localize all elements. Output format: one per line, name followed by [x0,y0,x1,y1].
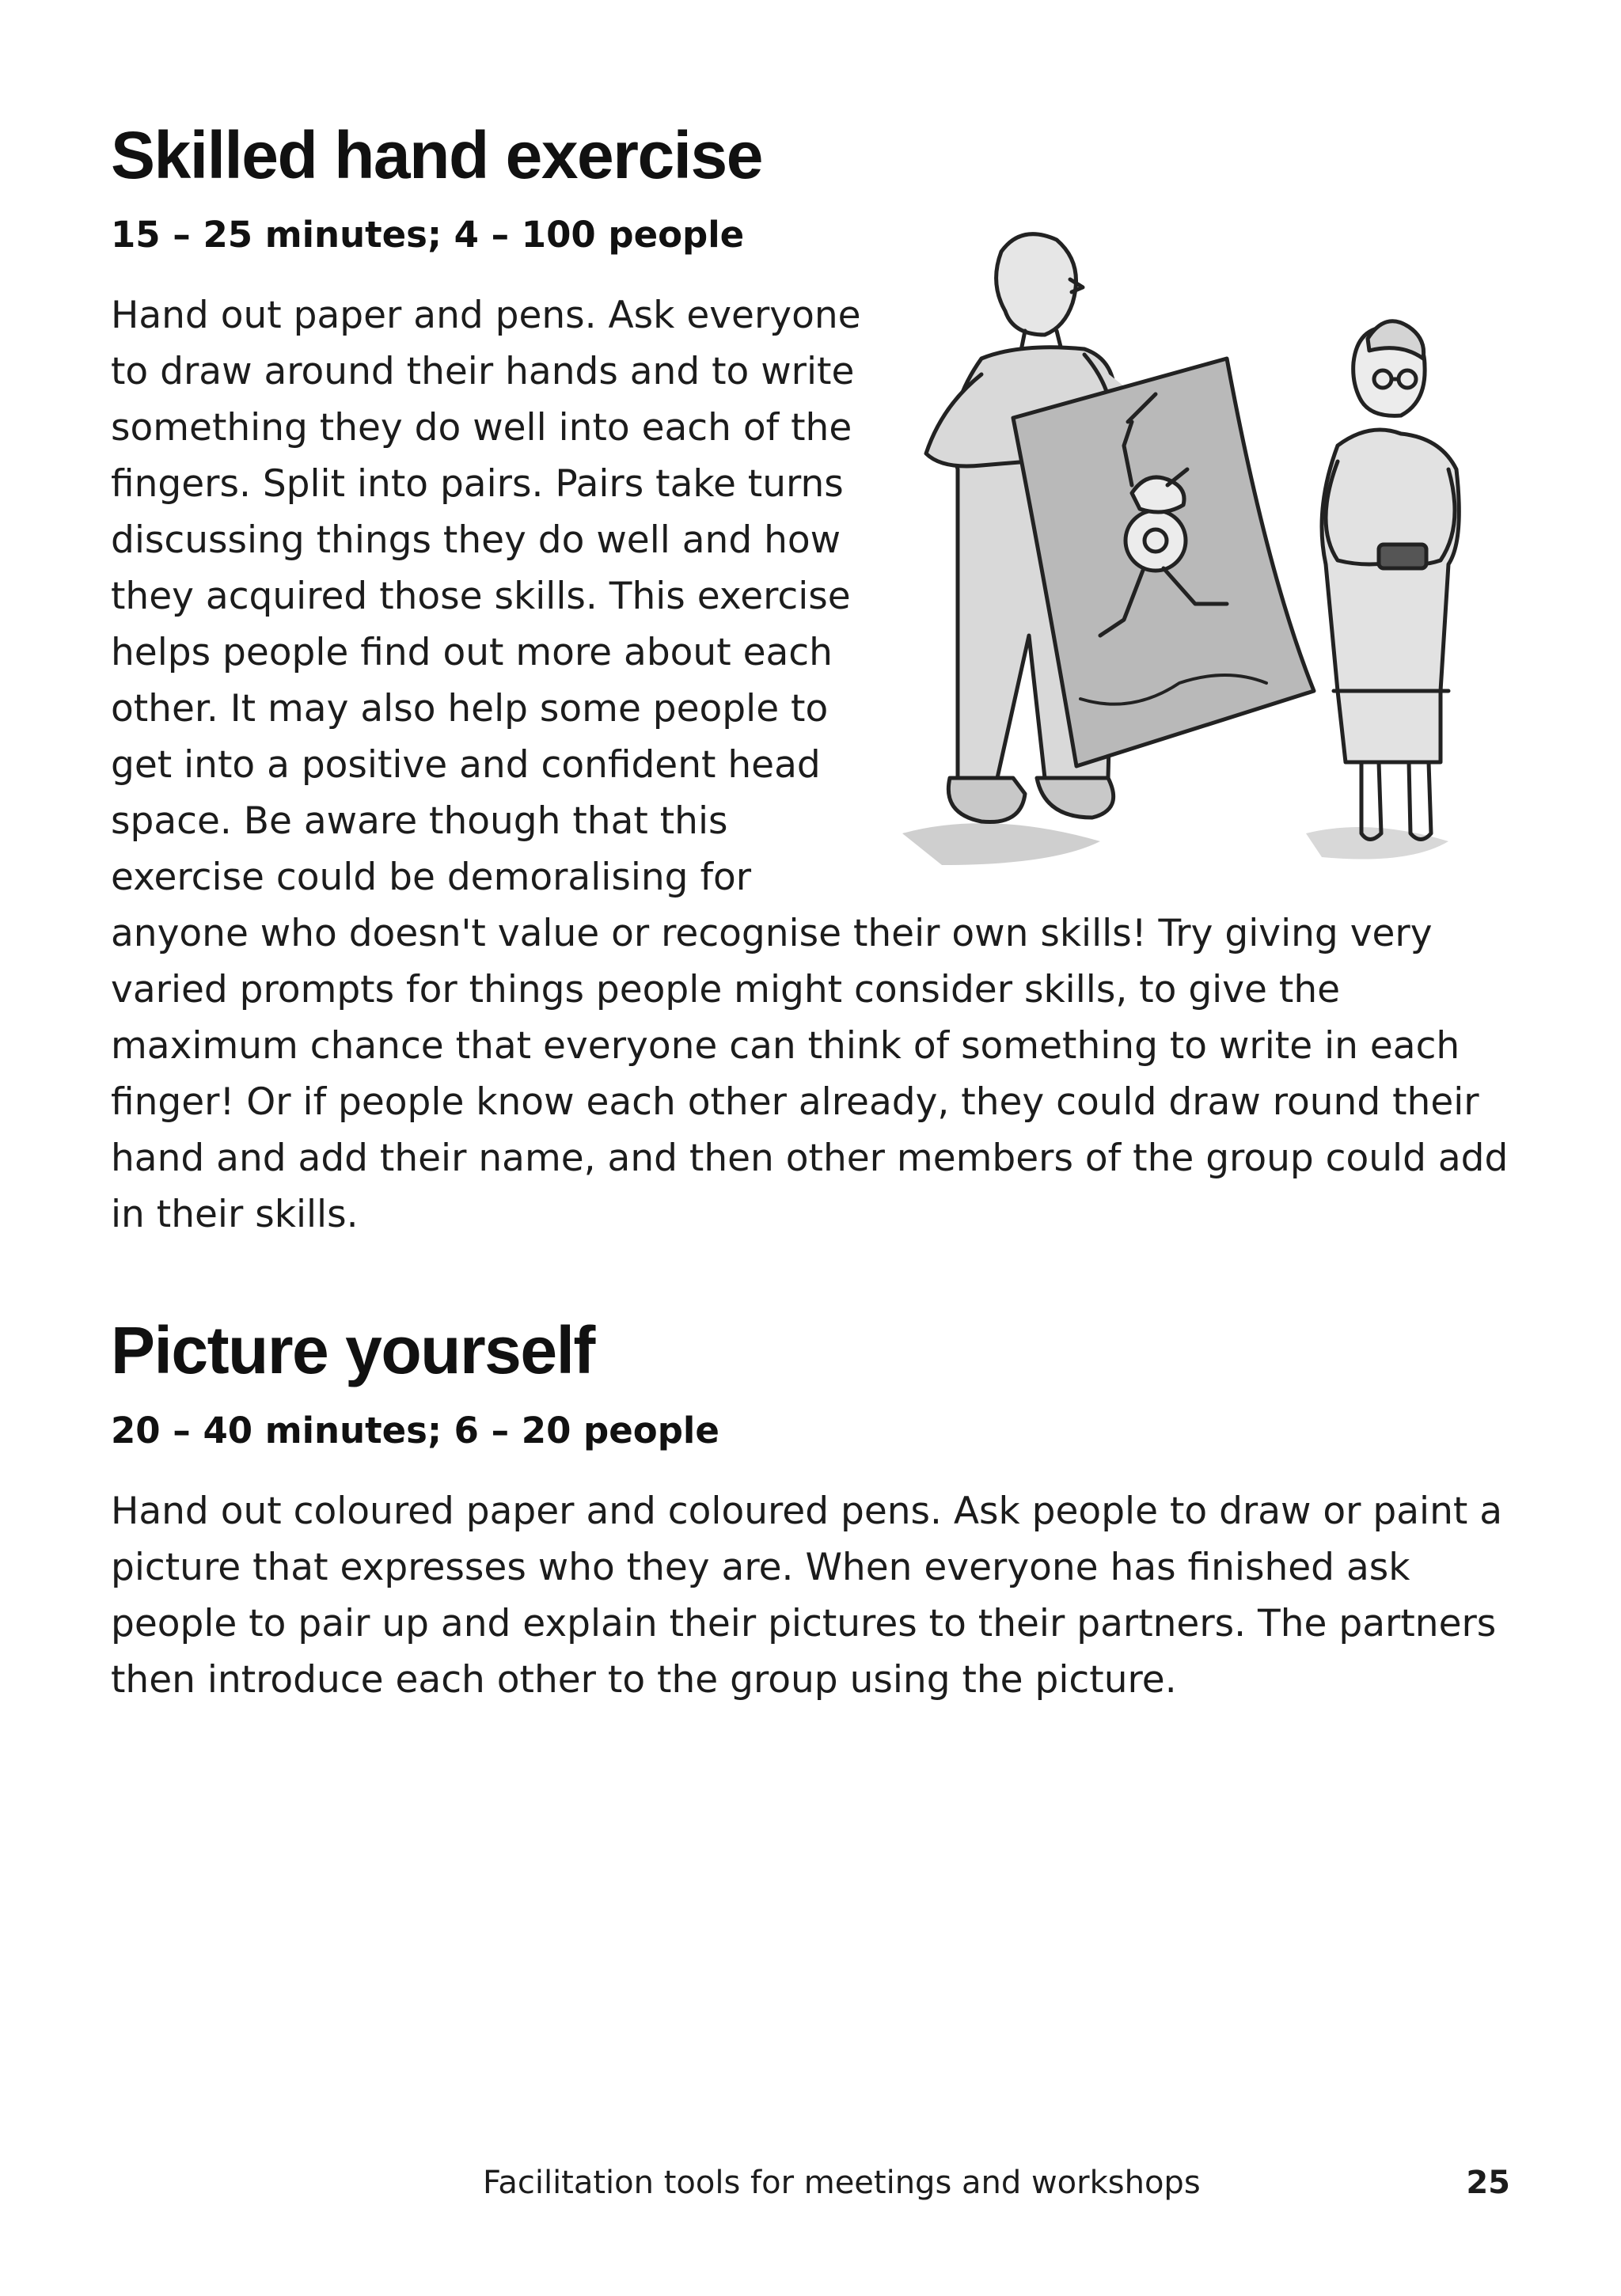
section-meta: 15 – 25 minutes; 4 – 100 people [111,214,745,256]
section-body: Hand out coloured paper and coloured pens. Ask people to draw or paint a picture that expresses who they are. When everyone has finished ask people to pair up and explain their pictures to their partners. The partners then introduce each other to the group using the picture. [111,1489,1503,1702]
footer-title: Facilitation tools for meetings and workshops [483,2165,1201,2201]
section-skilled-hand [111,119,1512,1243]
illustration-people-with-drawing [894,208,1512,897]
section-heading: Picture yourself [111,1313,594,1388]
section-heading: Skilled hand exercise [111,118,762,192]
page-content [111,119,1512,1708]
page-number: 25 [1466,2165,1510,2201]
section-meta: 20 – 40 minutes; 6 – 20 people [111,1409,719,1452]
section-picture-yourself [111,1314,1512,1707]
section-body: Hand out paper and pens. Ask everyone to draw around their hands and to write something they do well into each of the fingers. Split into pairs. Pairs take turns discussing things they do well and how they acquired those skills. This exercise helps people find out more about each other. It may also help some people to get into a positive and confident head space. Be aware though that this exercise could be demoralising for anyone who doesn't value or recognise their own skills! Try giving very varied prompts for things people might consider skills, to give the maximum chance that everyone can think of something to write in each finger! Or if people know each other already, they could draw round their hand and add their name, and then other members of the group could add in their skills. [111,294,1509,1237]
